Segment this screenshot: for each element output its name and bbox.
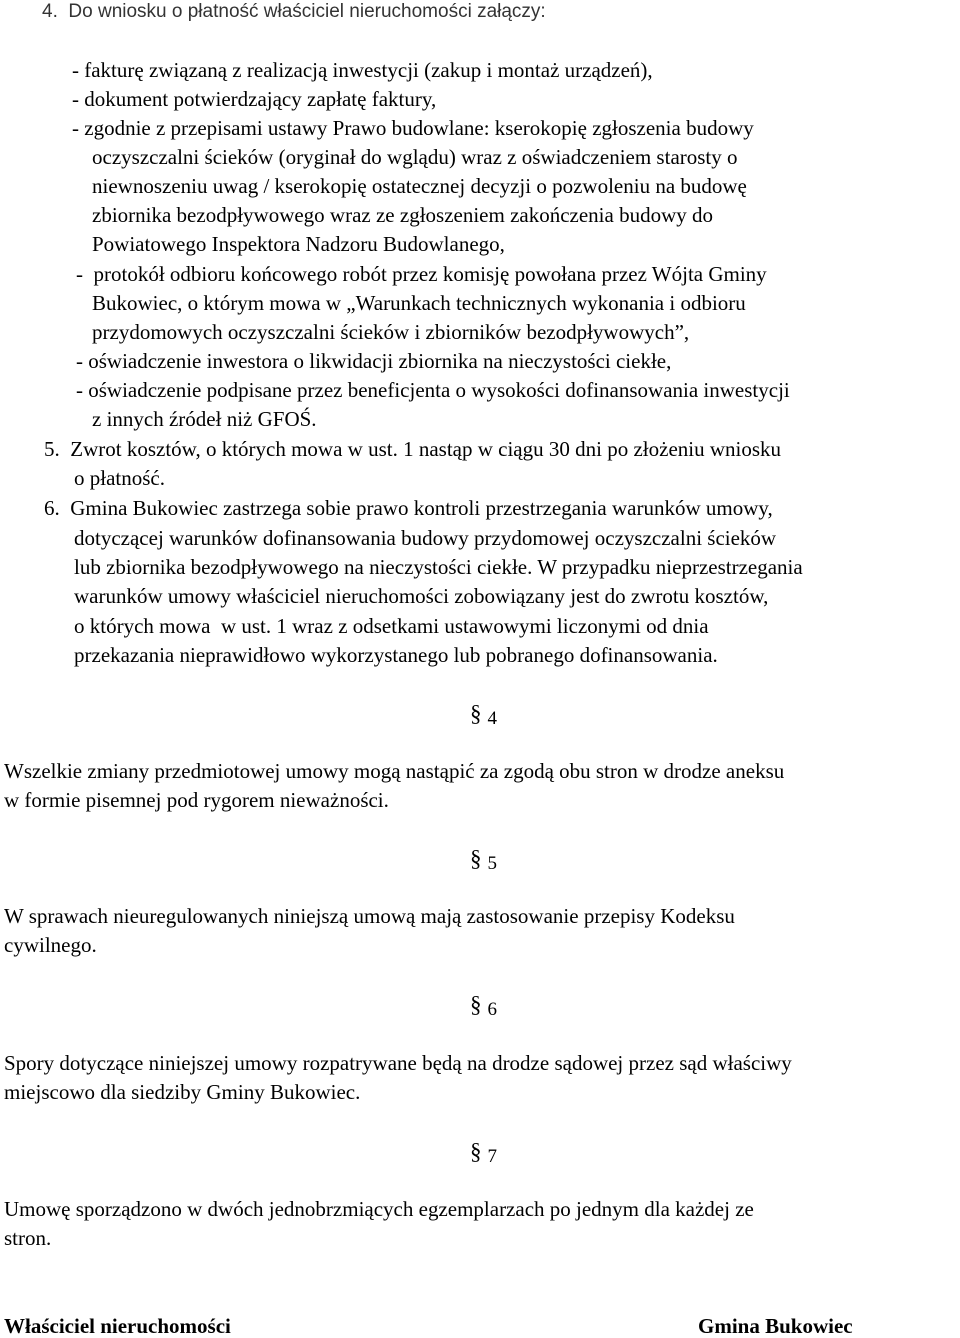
- section-7-line: stron.: [4, 1226, 52, 1250]
- item-6-line: przekazania nieprawidłowo wykorzystanego lub pobranego dofinansowania.: [74, 643, 718, 667]
- item-5-line: o płatność.: [74, 466, 165, 490]
- section-6-line: miejscowo dla siedziby Gminy Bukowiec.: [4, 1080, 361, 1104]
- section-7-heading: [470, 1140, 497, 1166]
- section-7-line: Umowę sporządzono w dwóch jednobrzmiących egzemplarzach po jednym dla każdej ze: [4, 1197, 754, 1221]
- item-4-line: zbiornika bezodpływowego wraz ze zgłoszeniem zakończenia budowy do: [92, 203, 714, 227]
- section-sign: §: [470, 701, 482, 726]
- item-4-line: - dokument potwierdzający zapłatę faktury,: [72, 87, 437, 111]
- item-4-line: - zgodnie z przepisami ustawy Prawo budowlane: kserokopię zgłoszenia budowy: [72, 116, 754, 140]
- item-4-line: Powiatowego Inspektora Nadzoru Budowlanego,: [92, 232, 505, 256]
- item-4-line: niewnoszeniu uwag / kserokopię ostatecznej decyzji o pozwoleniu na budowę: [92, 174, 747, 198]
- item-6-line: lub zbiornika bezodpływowego na nieczystości ciekłe. W przypadku nieprzestrzegania: [74, 555, 803, 579]
- section-5-heading: [470, 847, 497, 873]
- section-number: 4: [487, 708, 497, 729]
- section-6-line: Spory dotyczące niniejszej umowy rozpatrywane będą na drodze sądowej przez sąd właściwy: [4, 1051, 792, 1075]
- section-sign: §: [470, 846, 482, 871]
- item-6-line: o których mowa w ust. 1 wraz z odsetkami ustawowymi liczonymi od dnia: [74, 614, 709, 638]
- item-4-line: Bukowiec, o którym mowa w „Warunkach technicznych wykonania i odbioru: [92, 291, 746, 315]
- section-number: 6: [487, 999, 497, 1020]
- item-4-line: - protokół odbioru końcowego robót przez komisję powołana przez Wójta Gminy: [76, 262, 767, 286]
- section-4-heading: [470, 702, 497, 728]
- section-5-line: W sprawach nieuregulowanych niniejszą umową mają zastosowanie przepisy Kodeksu: [4, 904, 735, 928]
- section-sign: §: [470, 1139, 482, 1164]
- signature-municipality: Gmina Bukowiec: [698, 1314, 853, 1338]
- section-sign: §: [470, 992, 482, 1017]
- section-4-line: w formie pisemnej pod rygorem nieważności.: [4, 788, 389, 812]
- item-5-line: 5. Zwrot kosztów, o których mowa w ust. 1 nastąp w ciągu 30 dni po złożeniu wniosku: [44, 437, 782, 461]
- item-4-heading: 4. Do wniosku o płatność właściciel nieruchomości załączy:: [42, 1, 546, 22]
- item-6-line: 6. Gmina Bukowiec zastrzega sobie prawo kontroli przestrzegania warunków umowy,: [44, 496, 773, 520]
- section-6-heading: [470, 993, 497, 1019]
- section-number: 7: [487, 1146, 497, 1167]
- section-4-line: Wszelkie zmiany przedmiotowej umowy mogą nastąpić za zgodą obu stron w drodze aneksu: [4, 759, 785, 783]
- item-4-line: - oświadczenie inwestora o likwidacji zbiornika na nieczystości ciekłe,: [76, 349, 672, 373]
- item-4-line: - fakturę związaną z realizacją inwestycji (zakup i montaż urządzeń),: [72, 58, 653, 82]
- item-4-line: - oświadczenie podpisane przez beneficjenta o wysokości dofinansowania inwestycji: [76, 378, 790, 402]
- item-4-line: przydomowych oczyszczalni ścieków i zbiorników bezodpływowych”,: [92, 320, 690, 344]
- item-6-line: warunków umowy właściciel nieruchomości zobowiązany jest do zwrotu kosztów,: [74, 584, 769, 608]
- item-6-line: dotyczącej warunków dofinansowania budowy przydomowej oczyszczalni ścieków: [74, 526, 777, 550]
- section-number: 5: [487, 853, 497, 874]
- section-5-line: cywilnego.: [4, 933, 97, 957]
- item-4-line: oczyszczalni ścieków (oryginał do wglądu) wraz z oświadczeniem starosty o: [92, 145, 738, 169]
- signature-owner: Właściciel nieruchomości: [4, 1314, 231, 1338]
- item-4-line: z innych źródeł niż GFOŚ.: [92, 407, 317, 431]
